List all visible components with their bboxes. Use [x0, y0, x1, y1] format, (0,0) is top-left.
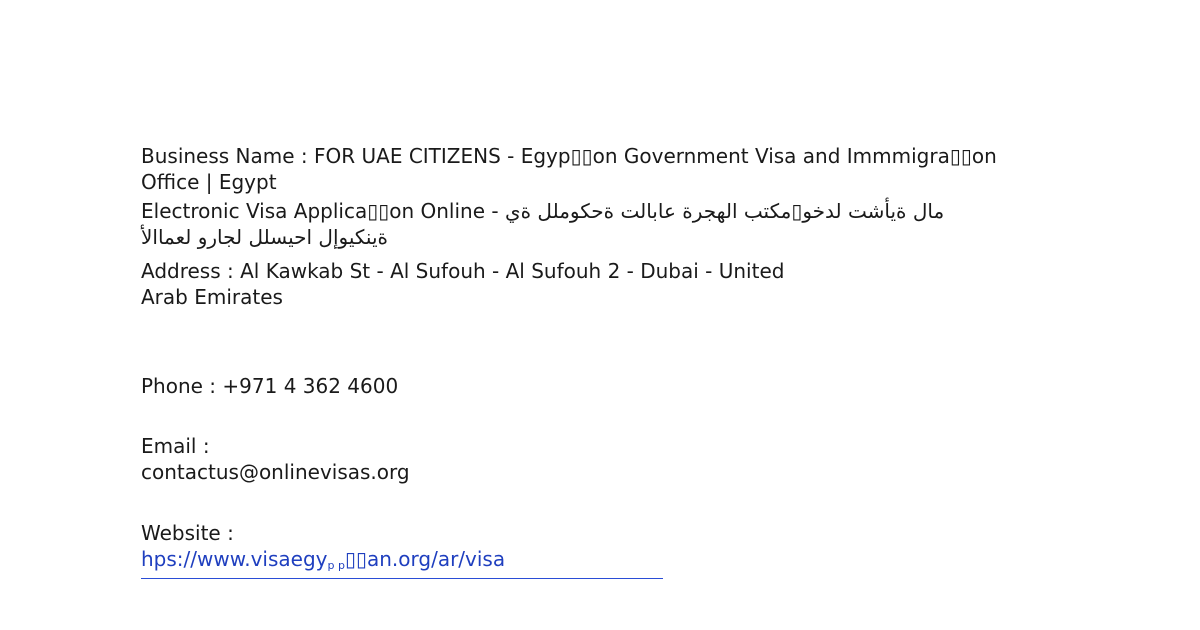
address-line-1: Address : Al Kawkab St - Al Sufouh - Al Sufouh 2 - Dubai - United — [141, 259, 785, 283]
business-name-block — [141, 143, 1061, 195]
website-block — [141, 520, 1061, 579]
email-block — [141, 433, 1061, 485]
electronic-visa-arabic-text: مال ةيأشت لدخو▯مكتب الهجرة عابالت ةحكوملل ةي — [504, 199, 945, 223]
email-label: Email : — [141, 434, 210, 458]
electronic-visa-line-1 — [141, 198, 1061, 224]
website-link-tiny-text: p p — [327, 559, 345, 572]
website-link-part-2: ▯▯an.org/ar/visa — [344, 547, 506, 571]
website-link-line — [141, 546, 1061, 579]
business-name-line-2: Office | Egypt — [141, 170, 277, 194]
phone-text: Phone : +971 4 362 4600 — [141, 374, 399, 398]
website-label: Website : — [141, 521, 234, 545]
website-link-part-1: hps://www.visaegy — [141, 547, 328, 571]
phone-block — [141, 373, 1061, 399]
electronic-visa-line-2: ةينكيوإل احيسلل لجارو لعماالأ — [141, 225, 388, 249]
document-body — [141, 143, 1061, 579]
address-line-2: Arab Emirates — [141, 285, 283, 309]
electronic-visa-latin-text: Electronic Visa Applica▯▯on Online - — [141, 199, 505, 223]
email-value: contactus@onlinevisas.org — [141, 460, 410, 484]
address-block — [141, 258, 1061, 310]
electronic-visa-block — [141, 198, 1061, 250]
business-name-line-1: Business Name : FOR UAE CITIZENS - Egyp▯▯on Government Visa and Immmigra▯▯on — [141, 144, 997, 168]
website-link[interactable] — [141, 547, 663, 579]
